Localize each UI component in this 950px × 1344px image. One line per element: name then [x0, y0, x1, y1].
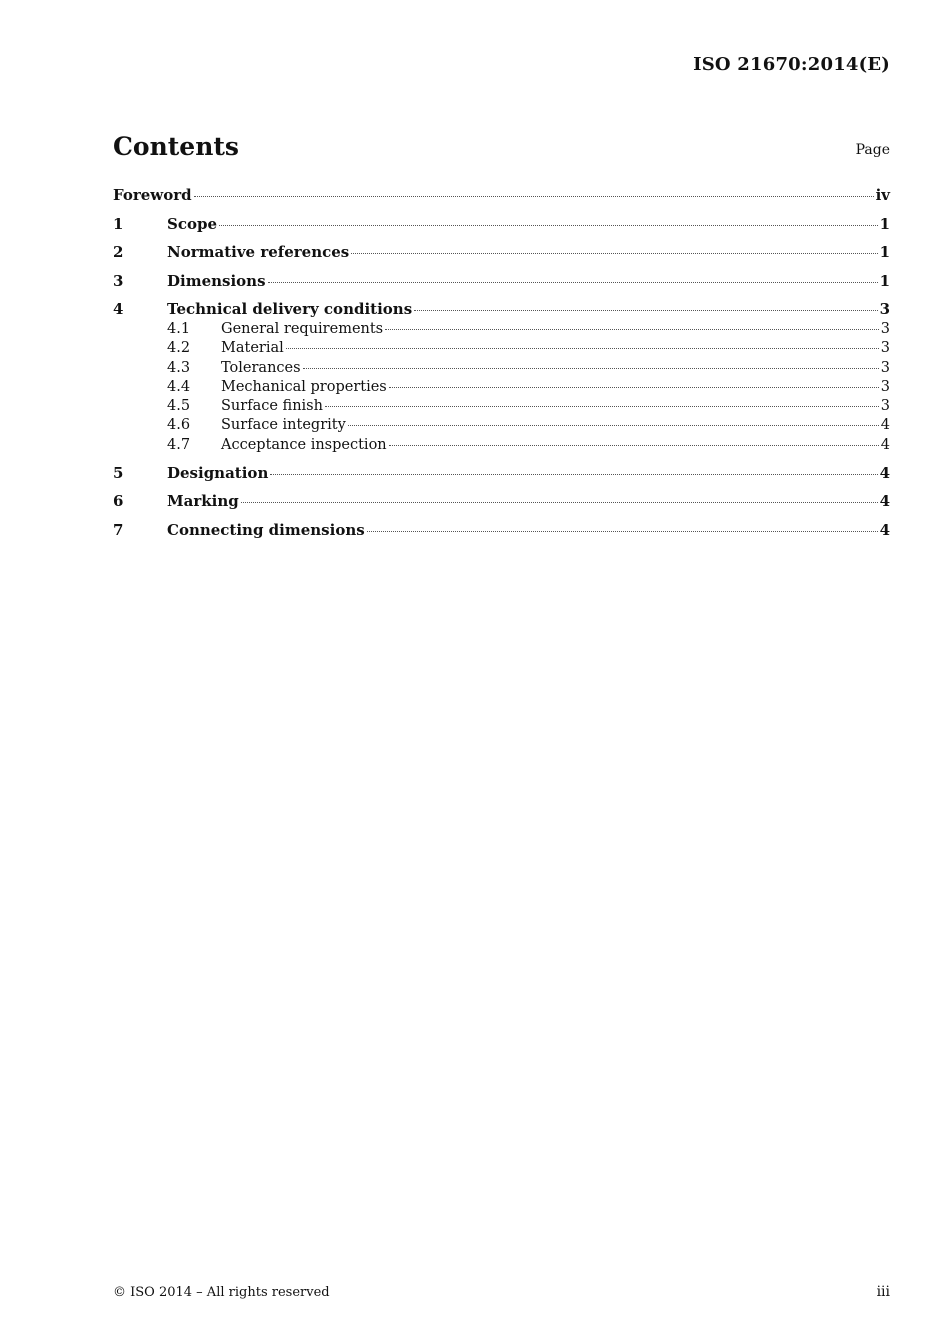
toc-entry-title: Normative references	[167, 243, 350, 261]
toc-title: Contents	[113, 132, 240, 161]
dot-leader	[389, 387, 879, 388]
dot-leader	[325, 406, 879, 407]
toc-entry-3[interactable]	[113, 272, 890, 293]
toc-entry-title: Designation	[167, 463, 269, 482]
toc-entry-page: 1	[879, 214, 890, 233]
toc-entry-number: 4.4	[167, 378, 191, 395]
dot-leader	[270, 474, 877, 475]
toc-entry-number: 2	[113, 243, 124, 261]
toc-entry-title: Scope	[167, 214, 218, 233]
toc-entry-page: 3	[880, 359, 890, 376]
dot-leader	[367, 531, 878, 532]
toc-entry-title: Acceptance inspection	[221, 436, 387, 453]
standard-designation: ISO 21670:2014(E)	[693, 54, 890, 75]
toc-entry-title: Surface integrity	[221, 417, 346, 434]
toc-entry-number: 4.5	[167, 398, 191, 415]
toc-entry-page: 3	[880, 378, 890, 395]
toc-entry-page: 4	[880, 436, 890, 453]
toc-entry-page: 1	[879, 271, 890, 290]
toc-entry-title: Connecting dimensions	[167, 520, 365, 539]
dot-leader	[219, 225, 878, 226]
toc-entry-number: 4.3	[167, 359, 191, 376]
dot-leader	[194, 196, 874, 197]
toc-entry-title: Marking	[167, 492, 239, 511]
toc-entry-title: Technical delivery conditions	[167, 300, 413, 318]
toc-entry-number: 4.2	[167, 340, 191, 357]
toc-entry-page: 4	[880, 417, 890, 434]
toc-entry-page: 3	[879, 300, 890, 318]
toc-entry-number: 4.7	[167, 436, 191, 453]
toc-entry-page: 3	[880, 340, 890, 357]
toc-entry-4-5[interactable]	[113, 398, 890, 417]
toc-entry-number: 7	[113, 520, 124, 539]
toc-entry-title: Tolerances	[221, 359, 301, 376]
toc-entry-title: Surface finish	[221, 398, 323, 415]
footer-copyright: © ISO 2014 – All rights reserved	[113, 1285, 330, 1300]
dot-leader	[268, 282, 878, 283]
toc-entry-foreword[interactable]	[113, 186, 890, 207]
dot-leader	[303, 368, 879, 369]
toc-entry-page: 3	[880, 398, 890, 415]
toc-entry-page: 4	[879, 520, 890, 539]
toc-entry-page: 3	[880, 321, 890, 337]
dot-leader	[351, 253, 877, 254]
footer-page-number: iii	[876, 1284, 890, 1300]
toc-entry-number: 4.1	[167, 321, 191, 337]
toc-entry-4-1[interactable]	[113, 321, 890, 340]
toc-entry-2[interactable]	[113, 243, 890, 264]
dot-leader	[348, 425, 879, 426]
dot-leader	[389, 445, 879, 446]
toc-entry-title: Dimensions	[167, 271, 266, 290]
toc-entry-1[interactable]	[113, 215, 890, 236]
page-column-label: Page	[855, 142, 890, 158]
toc-entry-page: 4	[879, 463, 890, 482]
toc-entry-4-6[interactable]	[113, 417, 890, 436]
toc-entry-title: Foreword	[113, 186, 192, 204]
toc-entry-4[interactable]	[113, 300, 890, 321]
toc-entry-6[interactable]	[113, 492, 890, 513]
toc-entry-number: 1	[113, 214, 124, 233]
toc-entry-number: 4	[113, 300, 124, 318]
dot-leader	[385, 329, 879, 330]
toc-entry-title: General requirements	[221, 321, 384, 337]
toc-entry-7[interactable]	[113, 521, 890, 542]
dot-leader	[241, 502, 878, 503]
toc-entry-4-2[interactable]	[113, 340, 890, 359]
table-of-contents	[113, 186, 890, 542]
toc-entry-number: 6	[113, 492, 124, 511]
toc-entry-title: Mechanical properties	[221, 378, 387, 395]
dot-leader	[414, 310, 877, 311]
toc-entry-4-3[interactable]	[113, 360, 890, 379]
toc-entry-title: Material	[221, 340, 284, 357]
toc-entry-number: 3	[113, 271, 124, 290]
toc-entry-number: 5	[113, 463, 124, 482]
toc-entry-page: 4	[879, 492, 890, 511]
toc-entry-4-4[interactable]	[113, 379, 890, 398]
toc-entry-number: 4.6	[167, 417, 191, 434]
dot-leader	[286, 348, 879, 349]
toc-entry-page: 1	[879, 243, 890, 261]
toc-entry-page: iv	[875, 186, 890, 204]
toc-entry-5[interactable]	[113, 464, 890, 485]
toc-entry-4-7[interactable]	[113, 437, 890, 456]
